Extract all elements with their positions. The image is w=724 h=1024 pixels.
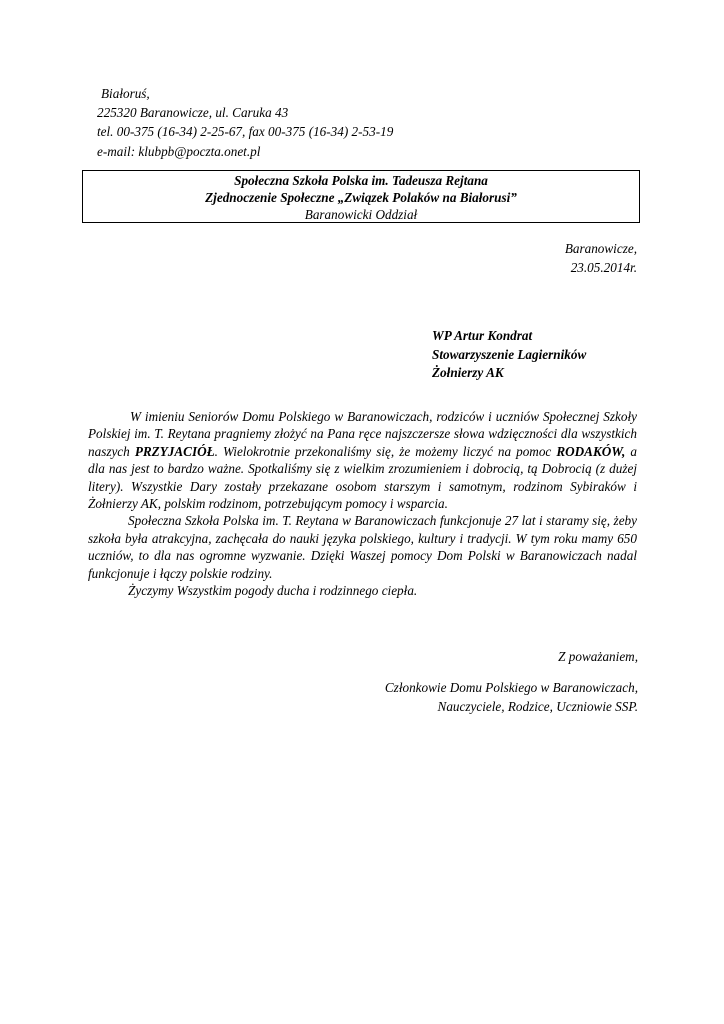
paragraph-1-text-c: a dla nas jest to bardzo ważne. Spotkaliśmy się z wielkim zrozumieniem i dobrocią, tą Dobrocią (z dużej litery). Wszystkie Dary zostały przekazane osobom starszym i samotnym, rodzinom Sybiraków i Żołnierzy AK, polskim rodzinom, potrzebującym pomocy i wsparcia. <box>88 443 637 512</box>
paragraph-1-text-b: . Wielokrotnie przekonaliśmy się, że możemy liczyć na pomoc <box>214 443 557 459</box>
signature-line-2: Nauczyciele, Rodzice, Uczniowie SSP. <box>437 699 638 714</box>
paragraph-3: Życzymy Wszystkim pogody ducha i rodzinnego ciepła. <box>128 583 418 599</box>
date: 23.05.2014r. <box>570 260 637 275</box>
school-name: Społeczna Szkoła Polska im. Tadeusza Rejtana <box>234 173 488 188</box>
signature-block <box>385 678 638 716</box>
emphasis-friends: PRZYJACIÓŁ <box>134 443 215 459</box>
recipient-organization: Stowarzyszenie Lagierników <box>432 346 587 362</box>
place: Baranowicze, <box>564 241 637 256</box>
institution-header-box <box>82 170 640 223</box>
paragraph-1-text-a: W imieniu Seniorów Domu Polskiego w Baranowiczach, rodziców i uczniów Społecznej Szkoły Polskiej im. T. Reytana pragniemy złożyć na Pana ręce najszczersze słowa wdzięczności dla wszystkich naszych <box>88 409 637 459</box>
branch-name: Baranowicki Oddział <box>304 206 418 222</box>
sender-country: Białoruś, <box>101 86 150 101</box>
letter-body <box>88 408 637 599</box>
recipient-name: WP Artur Kondrat <box>432 328 533 343</box>
signature-line-1: Członkowie Domu Polskiego w Baranowiczach, <box>384 680 638 695</box>
closing-salutation: Z poważaniem, <box>558 649 638 664</box>
emphasis-compatriots: RODAKÓW, <box>556 443 626 459</box>
sender-email: e-mail: klubpb@poczta.onet.pl <box>97 143 261 159</box>
union-name: Zjednoczenie Społeczne „Związek Polaków na Białorusi” <box>205 189 517 205</box>
sender-block <box>97 84 393 161</box>
paragraph-2: Społeczna Szkoła Polska im. T. Reytana w Baranowiczach funkcjonuje 27 lat i staramy się, żeby szkoła była atrakcyjna, zachęcała do nauki języka polskiego, kultury i tradycji. W tym roku mamy 650 uczniów, to dla nas ogromne wyzwanie. Dzięki Waszej pomocy Dom Polski w Baranowiczach nadal funkcjonuje i łączy polskie rodziny. <box>88 513 637 581</box>
place-date-block <box>565 239 637 277</box>
sender-phone: tel. 00-375 (16-34) 2-25-67, fax 00-375 (16-34) 2-53-19 <box>97 124 394 140</box>
sender-address: 225320 Baranowicze, ul. Caruka 43 <box>97 105 289 121</box>
recipient-block <box>432 327 586 383</box>
paragraph-1 <box>88 408 637 512</box>
recipient-organization-cont: Żołnierzy AK <box>432 365 504 381</box>
